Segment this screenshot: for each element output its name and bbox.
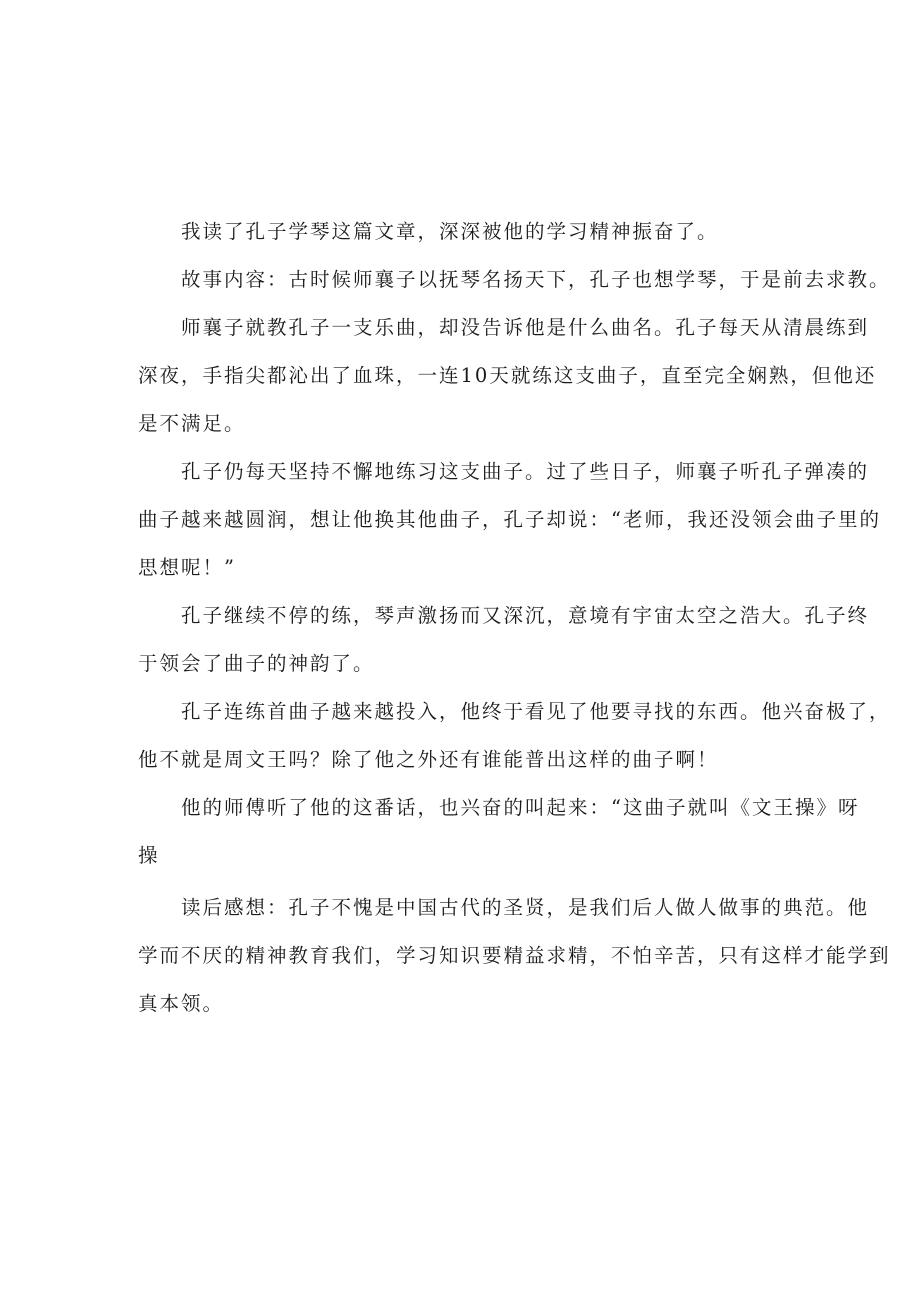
text-line: 师襄子就教孔子一支乐曲，却没告诉他是什么曲名。孔子每天从清晨练到 [181,316,870,339]
paragraph-6 [138,688,891,784]
text-line: 于领会了曲子的神韵了。 [138,652,375,675]
text-line: 深夜，手指尖都沁出了血珠，一连10天就练这支曲子，直至完全娴熟，但他还 [138,364,877,387]
text-line: 思想呢！” [138,556,236,579]
text-line: 学而不厌的精神教育我们，学习知识要精益求精，不怕辛苦，只有这样才能学到 [138,944,891,967]
text-line: 操 [138,844,160,867]
paragraph-1 [138,208,802,256]
paragraph-2 [138,256,891,304]
text-line: 故事内容：古时候师襄子以抚琴名扬天下，孔子也想学琴，于是前去求教。 [181,268,891,291]
text-line: 读后感想：孔子不愧是中国古代的圣贤，是我们后人做人做事的典范。他 [181,896,870,919]
paragraph-8 [138,884,891,1028]
text-line: 是不满足。 [138,412,246,435]
text-line: 孔子连练首曲子越来越投入，他终于看见了他要寻找的东西。他兴奋极了， [181,700,891,723]
text-line: 真本领。 [138,992,225,1015]
paragraph-5 [138,592,870,688]
paragraph-7 [138,784,860,880]
text-line: 他不就是周文王吗？除了他之外还有谁能普出这样的曲子啊！ [138,748,719,771]
text-line: 孔子仍每天坚持不懈地练习这支曲子。过了些日子，师襄子听孔子弹凑的 [181,460,870,483]
paragraph-3 [138,304,877,448]
text-line: 曲子越来越圆润，想让他换其他曲子，孔子却说：“老师，我还没领会曲子里的 [138,508,881,531]
text-line: 孔子继续不停的练，琴声激扬而又深沉，意境有宇宙太空之浩大。孔子终 [181,604,870,627]
paragraph-4 [138,448,881,592]
text-line: 我读了孔子学琴这篇文章，深深被他的学习精神振奋了。 [181,220,719,243]
text-line: 他的师傅听了他的这番话，也兴奋的叫起来：“这曲子就叫《文王操》呀 [181,796,860,819]
